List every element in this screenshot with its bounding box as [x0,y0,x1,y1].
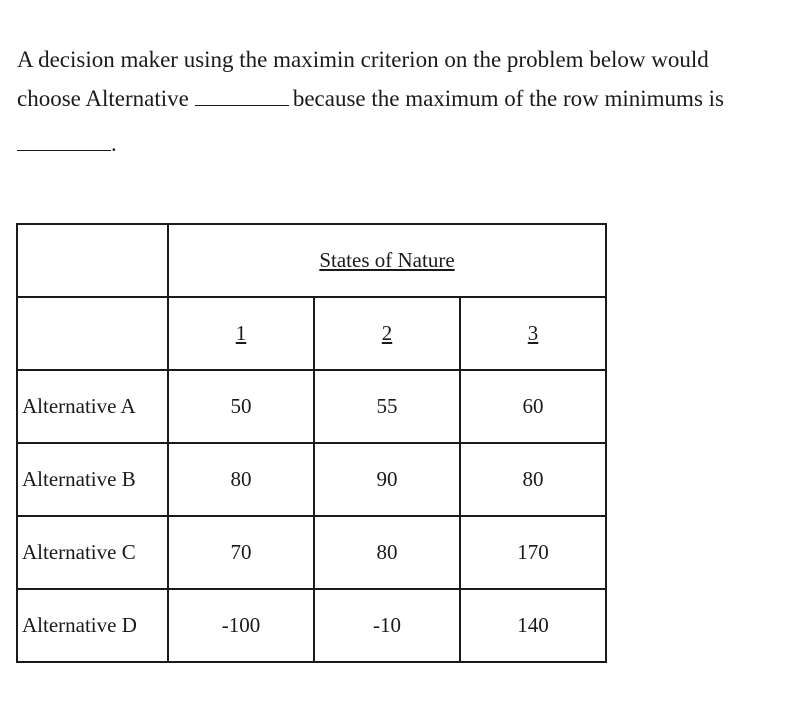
alternative-c-label: Alternative C [17,516,168,589]
table-cell: -100 [168,589,314,662]
state-2-header: 2 [314,297,460,370]
state-1-header: 1 [168,297,314,370]
table-cell: 90 [314,443,460,516]
table-row [17,516,606,589]
alternative-b-label: Alternative B [17,443,168,516]
answer-blank-alternative[interactable] [195,83,289,106]
alternative-a-label: Alternative A [17,370,168,443]
question-part1: A decision maker using the maximin criterion on the problem below would choose Alternative [17,47,709,111]
table-corner-cell [17,224,168,297]
table-cell: 80 [168,443,314,516]
question-end: . [111,131,117,156]
table-row [17,443,606,516]
table-header-row [17,224,606,297]
table-row [17,370,606,443]
table-cell: 140 [460,589,606,662]
table-cell: 60 [460,370,606,443]
state-number-row [17,297,606,370]
question-part2: because the maximum of the row minimums is [292,86,724,111]
table-cell: 80 [314,516,460,589]
table-cell: 80 [460,443,606,516]
answer-blank-value[interactable] [17,128,111,151]
payoff-table [16,223,607,663]
table-cell: 50 [168,370,314,443]
state-number-corner [17,297,168,370]
question-text [17,40,777,163]
table-cell: -10 [314,589,460,662]
table-cell: 70 [168,516,314,589]
table-row [17,589,606,662]
alternative-d-label: Alternative D [17,589,168,662]
state-3-header: 3 [460,297,606,370]
table-cell: 55 [314,370,460,443]
states-of-nature-header: States of Nature [168,224,606,297]
table-cell: 170 [460,516,606,589]
